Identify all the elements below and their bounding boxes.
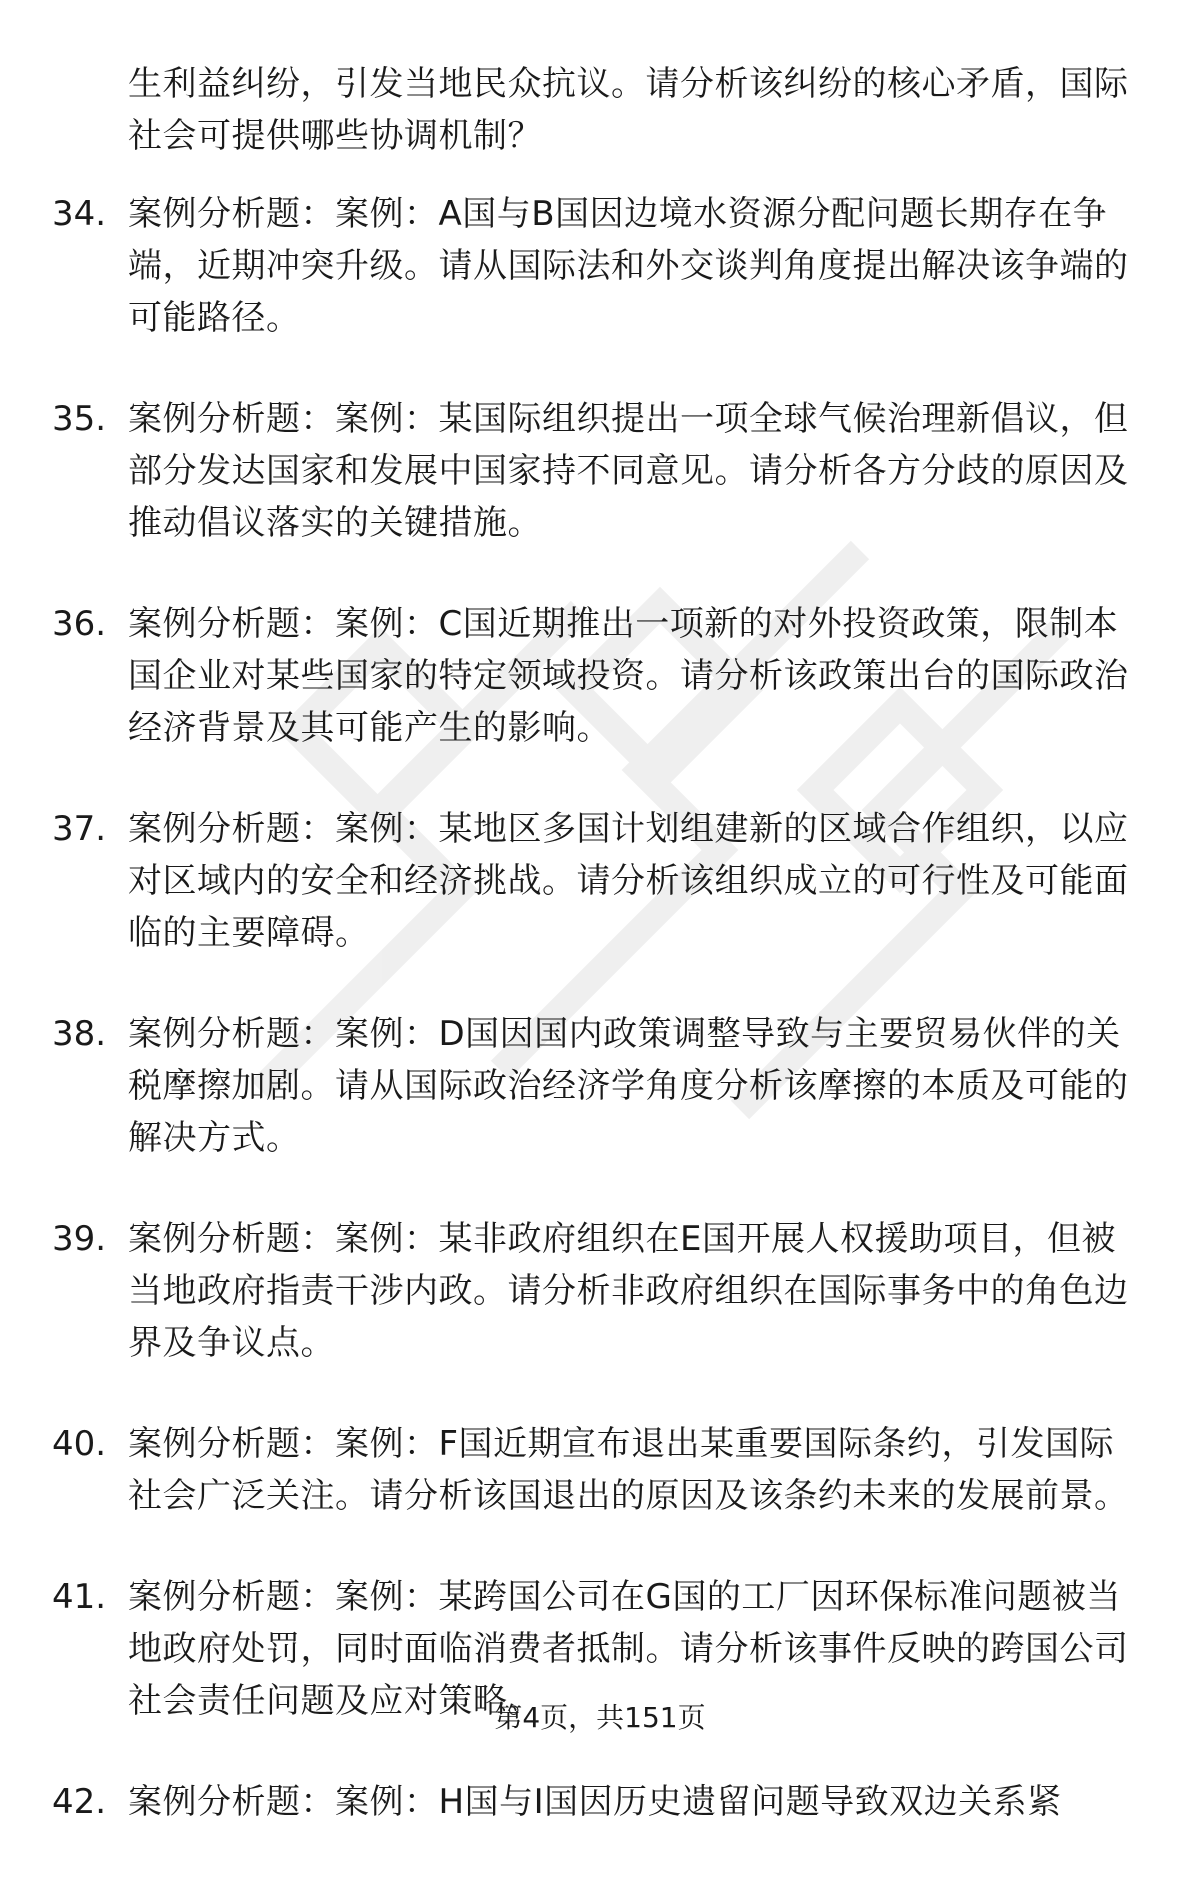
- question-item: [52, 1213, 1152, 1369]
- question-text: 案例分析题：案例：某跨国公司在G国的工厂因环保标准问题被当地政府处罚，同时面临消费者抵制。请分析该事件反映的跨国公司社会责任问题及应对策略。: [128, 1577, 1129, 1721]
- question-text: 案例分析题：案例：某非政府组织在E国开展人权援助项目，但被当地政府指责干涉内政。请分析非政府组织在国际事务中的角色边界及争议点。: [128, 1219, 1129, 1363]
- continuation-paragraph: 生利益纠纷，引发当地民众抗议。请分析该纠纷的核心矛盾，国际社会可提供哪些协调机制？: [128, 64, 1129, 156]
- question-text: 案例分析题：案例：C国近期推出一项新的对外投资政策，限制本国企业对某些国家的特定领域投资。请分析该政策出台的国际政治经济背景及其可能产生的影响。: [128, 604, 1129, 748]
- question-item: [52, 393, 1152, 549]
- question-number: 41.: [52, 1577, 107, 1617]
- question-text: 案例分析题：案例：F国近期宣布退出某重要国际条约，引发国际社会广泛关注。请分析该国退出的原因及该条约未来的发展前景。: [128, 1424, 1129, 1516]
- question-number: 34.: [52, 194, 107, 234]
- question-text: 案例分析题：案例：D国因国内政策调整导致与主要贸易伙伴的关税摩擦加剧。请从国际政治经济学角度分析该摩擦的本质及可能的解决方式。: [128, 1014, 1129, 1158]
- question-list: [52, 188, 1152, 1877]
- question-text: 案例分析题：案例：H国与I国因历史遗留问题导致双边关系紧: [128, 1782, 1062, 1822]
- question-number: 39.: [52, 1219, 107, 1259]
- question-item: [52, 803, 1152, 959]
- question-number: 40.: [52, 1424, 107, 1464]
- question-number: 35.: [52, 399, 107, 439]
- page-footer: 第4页，共151页: [494, 1701, 706, 1734]
- question-number: 42.: [52, 1782, 107, 1822]
- question-text: 案例分析题：案例：A国与B国因边境水资源分配问题长期存在争端，近期冲突升级。请从国际法和外交谈判角度提出解决该争端的可能路径。: [128, 194, 1129, 338]
- question-text: 案例分析题：案例：某国际组织提出一项全球气候治理新倡议，但部分发达国家和发展中国家持不同意见。请分析各方分歧的原因及推动倡议落实的关键措施。: [128, 399, 1129, 543]
- question-item: [52, 1418, 1152, 1522]
- question-item: [52, 1008, 1152, 1164]
- question-number: 36.: [52, 604, 107, 644]
- question-item: [52, 598, 1152, 754]
- question-text: 案例分析题：案例：某地区多国计划组建新的区域合作组织，以应对区域内的安全和经济挑战。请分析该组织成立的可行性及可能面临的主要障碍。: [128, 809, 1129, 953]
- question-number: 37.: [52, 809, 107, 849]
- question-number: 38.: [52, 1014, 107, 1054]
- question-item: [52, 1776, 1152, 1828]
- question-item: [52, 188, 1152, 344]
